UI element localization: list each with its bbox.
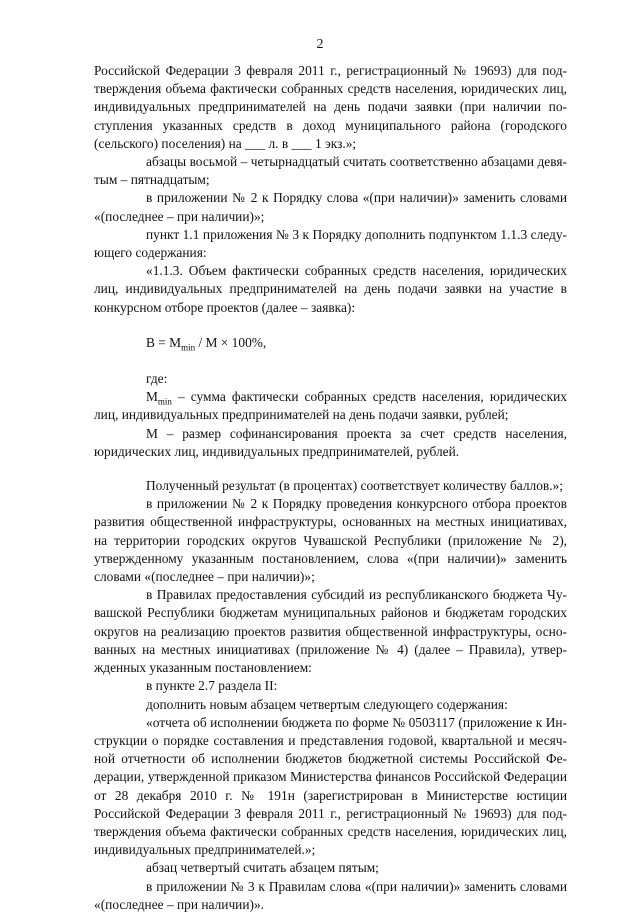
mmin-symbol: M (146, 389, 158, 405)
paragraph-result: Полученный результат (в процентах) соответствует количеству баллов.»; (146, 478, 563, 494)
mmin-text: – сумма фактически собранных средств населения, юридических лиц, индивидуальных предпринимателей на день подачи заявки, рублей; (94, 389, 567, 423)
paragraph-abzacy: абзацы восьмой – четырнадцатый считать соответственно абзацами девятым – пятнадцатым; (94, 154, 567, 188)
paragraph-punkt-2-7: в пункте 2.7 раздела II: (146, 678, 278, 694)
paragraph-m-definition: M – размер софинансирования проекта за счет средств населения, юридических лиц, индивидуальных предпринимателей, рублей. (94, 425, 567, 459)
paragraph-prilozhenie-2: в приложении № 2 к Порядку слова «(при наличии)» заменить словами «(последнее – при наличии)»; (94, 190, 567, 224)
page-number: 2 (316, 37, 324, 52)
paragraph-abzac-chetvertyj: абзац четвертый считать абзацем пятым; (146, 860, 379, 876)
mmin-subscript: min (157, 396, 172, 407)
document-body (94, 62, 567, 914)
paragraph-continuation: Российской Федерации 3 февраля 2011 г., регистрационный № 19693) для подтверждения объема фактически собранных средств населения, юридических лиц, индивидуальных предпринимателей на день подачи заявки (при наличии поступления указанных средств в доход муниципального района (городского (сельского) поселения) на ___ л. в ___ 1 экз.»; (94, 63, 567, 151)
paragraph-pravila: в Правилах предоставления субсидий из республиканского бюджета Чувашской Республики бюджетам муниципальных районов и бюджетам городских округов на реализацию проектов развития общественной инфраструктуры, основанных на местных инициативах (приложение № 4) (далее – Правила), утвержденных указанным постановлением: (94, 587, 567, 676)
formula-left: B = M (146, 334, 182, 350)
paragraph-prilozhenie-3: в приложении № 3 к Правилам слова «(при наличии)» заменить словами «(последнее – при наличии)». (94, 878, 567, 912)
paragraph-gde: где: (146, 371, 168, 387)
formula-subscript: min (181, 342, 196, 353)
paragraph-mmin-definition (94, 388, 567, 424)
paragraph-punkt-1-1: пункт 1.1 приложения № 3 к Порядку дополнить подпунктом 1.1.3 следующего содержания: (94, 226, 567, 261)
formula (94, 334, 567, 352)
paragraph-otcheta: «отчета об исполнении бюджета по форме № 0503117 (приложение к Инструкции о порядке составления и представления годовой, квартальной и месячной отчетности об исполнении бюджетов бюджетной системы Российской Федерации, утвержденной приказом Министерства финансов Российской Федерации от 28 декабря 2010 г. № 191н (зарегистрирован в Министерстве юстиции Российской Федерации 3 февраля 2011 г., регистрационный № 19693) для подтверждения объема фактически собранных средств населения, юридических лиц, индивидуальных предпринимателей.»; (94, 714, 567, 858)
paragraph-dopolnit: дополнить новым абзацем четвертым следующего содержания: (146, 696, 508, 712)
formula-right: / M × 100%, (195, 334, 267, 350)
paragraph-1-1-3: «1.1.3. Объем фактически собранных средств населения, юридических лиц, индивидуальных предпринимателей на день подачи заявки на участие в конкурсном отборе проектов (далее – заявка): (94, 263, 567, 315)
paragraph-prilozhenie-2-poryadok: в приложении № 2 к Порядку проведения конкурсного отбора проектов развития общественной инфраструктуры, основанных на местных инициативах, на территории городских округов Чувашской Республики (приложение № 2), утвержденному указанным постановлением, слова «(при наличии)» заменить словами «(последнее – при наличии)»; (94, 496, 567, 585)
